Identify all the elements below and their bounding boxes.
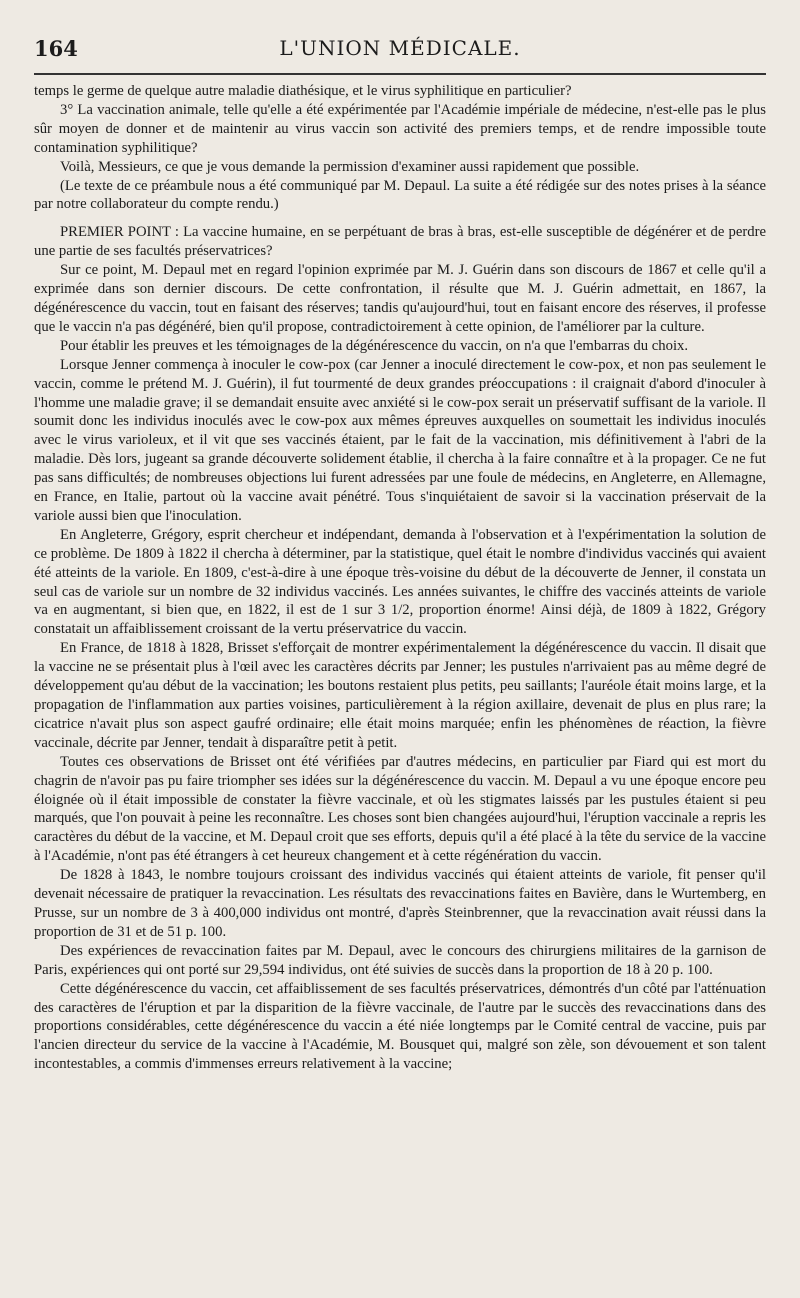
- paragraph: temps le germe de quelque autre maladie diathésique, et le virus syphilitique en particulier?: [34, 83, 572, 99]
- paragraph: Pour établir les preuves et les témoignages de la dégénérescence du vaccin, on n'a que l'embarras du choix.: [60, 337, 689, 354]
- paragraph: Lorsque Jenner commença à inoculer le cow-pox (car Jenner a inoculé directement le cow-pox, et non pas seulement le vaccin, comme le prétend M. J. Guérin), il fut tourmenté de deux grandes préoccupations : il craignait d'abord d'inoculer à l'homme une maladie grave; il se demandait ensuite avec anxiété si le cow-pox serait un préservatif suffisant de la variole. Il soumit donc les individus inoculés avec le cow-pox aux mêmes épreuves auxquelles on soumettait les individus inoculés avec le virus varioleux, et il vit que ses vaccinés étaient, par le fait de la vaccination, mis définitivement à l'abri de la maladie. Dès lors, jugeant sa grande découverte solidement établie, il chercha à la faire connaître et à la propager. Ce ne fut pas sans difficultés; de nombreuses objections lui furent adressées par une foule de médecins, en Angleterre, en Allemagne, en France, en Italie, partout où la vaccine avait pénétré. Tous s'inquiétaient de savoir si la vaccination préservait de la variole aussi bien que l'inoculation.: [34, 356, 766, 524]
- body-text: [34, 82, 766, 1074]
- paragraph: Toutes ces observations de Brisset ont été vérifiées par d'autres médecins, en particulier par Fiard qui est mort du chagrin de n'avoir pas pu faire triompher ses idées sur la dégénérescence du vaccin. M. Depaul a vu une époque encore peu éloignée où il était impossible de constater la fièvre vaccinale, et où les stigmates laissés par les pustules étaient si peu marqués, que l'on pouvait à peine les reconnaître. Les choses sont bien changées aujourd'hui, l'éruption vaccinale a repris les caractères du début de la vaccine, et M. Depaul croit que ses efforts, depuis qu'il a été placé à la tête du service de la vaccine à l'Académie, n'ont pas été étrangers à cet heureux changement et à cette régénération du vaccin.: [34, 753, 766, 865]
- paragraph: 3° La vaccination animale, telle qu'elle a été expérimentée par l'Académie impériale de médecine, n'est-elle pas le plus sûr moyen de donner et de maintenir au virus vaccin son activité des premiers temps, et de rendre impossible toute contamination syphilitique?: [34, 101, 766, 156]
- paragraph: (Le texte de ce préambule nous a été communiqué par M. Depaul. La suite a été rédigée sur des notes prises à la séance par notre collaborateur du compte rendu.): [34, 177, 766, 213]
- paragraph: Cette dégénérescence du vaccin, cet affaiblissement de ses facultés préservatrices, démontrés d'un côté par l'atténuation des caractères de l'éruption et par la disparition de la fièvre vaccinale, de l'autre par le succès des revaccinations dans des proportions considérables, cette dégénérescence du vaccin a été niée longtemps par le Comité central de vaccine, puis par l'ancien directeur du service de la vaccine à l'Académie, M. Bousquet qui, malgré son zèle, son dévouement et son talent incontestables, a commis d'immenses erreurs relativement à la vaccine;: [34, 980, 766, 1073]
- page-number: 164: [34, 36, 78, 61]
- page-header: [34, 36, 766, 68]
- paragraph: En Angleterre, Grégory, esprit chercheur et indépendant, demanda à l'observation et à l'expérimentation la solution de ce problème. De 1809 à 1822 il chercha à déterminer, par la statistique, quel était le nombre d'individus vaccinés qui avaient été atteints de la variole. En 1809, c'est-à-dire à une époque très-voisine du début de la découverte de Jenner, il constata un seul cas de variole sur un nombre de 32 individus vaccinés. Les années suivantes, le chiffre des vaccinés atteints de variole va en augmentant, si bien que, en 1822, il est de 1 sur 3 1/2, proportion énorme! Ainsi déjà, de 1809 à 1822, Grégory constatait un affaiblissement croissant de la vertu préservatrice du vaccin.: [34, 526, 766, 638]
- running-title: L'UNION MÉDICALE.: [279, 36, 521, 60]
- paragraph: Des expériences de revaccination faites par M. Depaul, avec le concours des chirurgiens militaires de la garnison de Paris, expériences qui ont porté sur 29,594 individus, ont été suivies de succès dans la proportion de 18 à 20 p. 100.: [34, 942, 766, 978]
- paragraph: Voilà, Messieurs, ce que je vous demande la permission d'examiner aussi rapidement que possible.: [60, 158, 640, 175]
- paragraph: De 1828 à 1843, le nombre toujours croissant des individus vaccinés qui étaient atteints de variole, fit penser qu'il devenait nécessaire de pratiquer la revaccination. Les résultats des revaccinations faites en Bavière, dans le Wurtemberg, en Prusse, sur un nombre de 3 à 400,000 individus ont montré, d'après Steinbrenner, que la revaccination avait réussi dans la proportion de 31 et de 51 p. 100.: [34, 867, 766, 940]
- header-rule: [34, 73, 766, 75]
- paragraph: Sur ce point, M. Depaul met en regard l'opinion exprimée par M. J. Guérin dans son discours de 1867 et celle qu'il a exprimée dans son dernier discours. De cette confrontation, il résulte que M. J. Guérin admettait, en 1867, la dégénérescence du vaccin, tout en faisant des réserves; tandis qu'aujourd'hui, tout en faisant encore des réserves, il professe que le vaccin n'a pas dégénéré, bien qu'il propose, contradictoirement à cette opinion, de l'améliorer par la culture.: [34, 262, 766, 335]
- paragraph: En France, de 1818 à 1828, Brisset s'efforçait de montrer expérimentalement la dégénérescence du vaccin. Il disait que la vaccine ne se présentait plus à l'œil avec les caractères décrits par Jenner; les pustules n'arrivaient pas au même degré de développement qu'au début de la vaccination; les boutons restaient plus petits, peu saillants; l'auréole était moins large, et la propagation de l'inflammation aux parties voisines, particulièrement à la région axillaire, devenait de plus en plus rare; la cicatrice n'avait plus son aspect gaufré ordinaire; elle était moins marquée; enfin les phénomènes de réaction, la fièvre vaccinale, décrite par Jenner, tendait à disparaître petit à petit.: [34, 640, 766, 751]
- section-heading: PREMIER POINT : La vaccine humaine, en se perpétuant de bras à bras, est-elle susceptible de dégénérer et de perdre une partie de ses facultés préservatrices?: [34, 224, 766, 260]
